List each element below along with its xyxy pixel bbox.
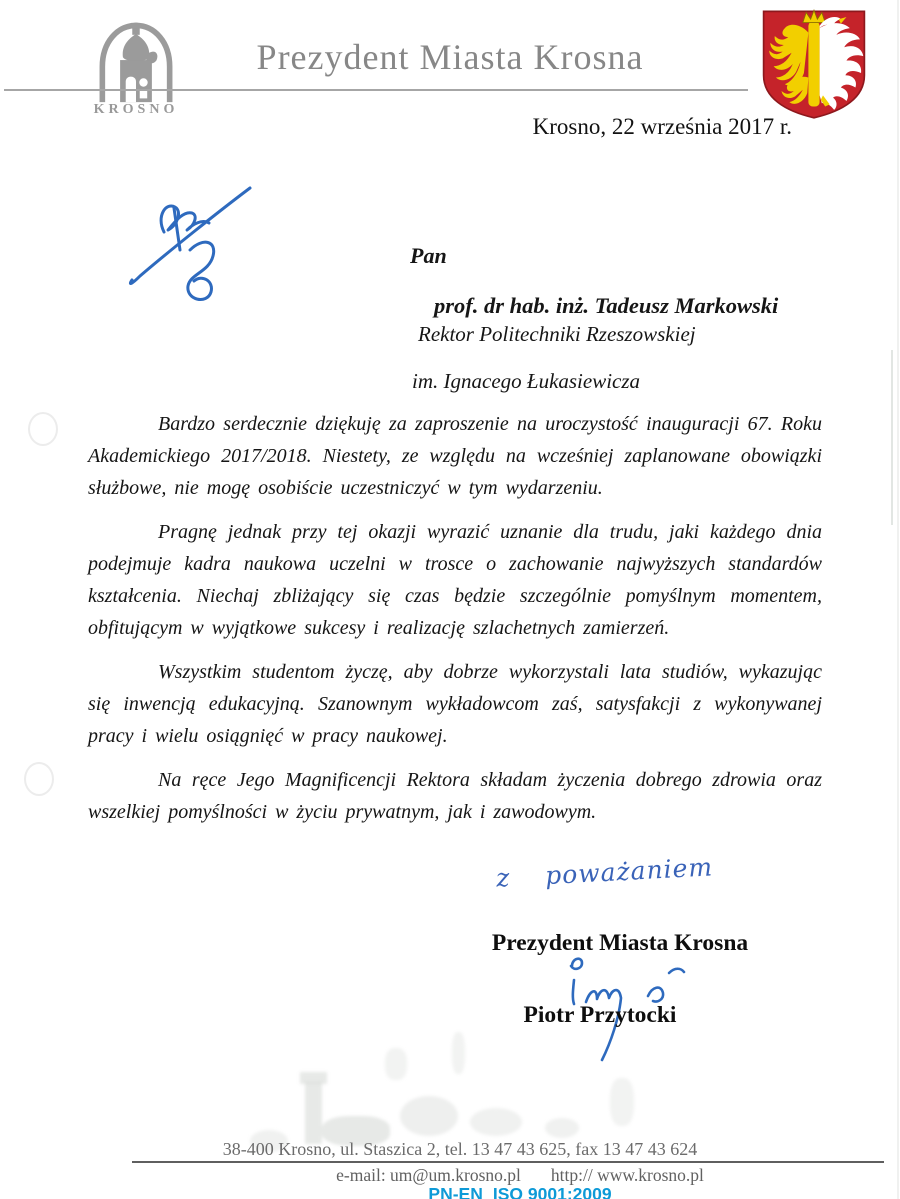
footer-address: 38-400 Krosno, ul. Staszica 2, tel. 13 47 43 625, fax 13 47 43 624	[222, 1139, 698, 1159]
body-paragraph: Pragnę jednak przy tej okazji wyrazić uznanie dla trudu, jaki każdego dnia podejmuje kadra naukowa uczelni w trosce o zachowanie najwyższych standardów kształcenia. Niechaj zbliżający się czas będzie szczególnie pomyślnym momentem, obfitującym w wyjątkowe sukcesy i realizację szlachetnych zamierzeń.	[88, 521, 822, 639]
body-paragraph: Wszystkim studentom życzę, aby dobrze wykorzystali lata studiów, wykazując się inwencją edukacyjną. Szanownym wykładowcom zaś, satysfakcji z wykonywanej pracy i wielu osiągnięć w pracy naukowej.	[88, 661, 822, 747]
recipient-institution: im. Ignacego Łukasiewicza	[412, 369, 641, 393]
handwritten-closing: z poważaniem	[495, 852, 714, 893]
footer-certificate	[190, 1184, 850, 1199]
recipient-salutation: Pan	[410, 243, 447, 268]
letter-body	[88, 408, 822, 840]
recipient-name: prof. dr hab. inż. Tadeusz Markowski	[434, 293, 779, 318]
punch-hole	[24, 762, 54, 796]
punch-hole	[28, 412, 58, 446]
header-divider	[4, 89, 748, 91]
signer-title: Prezydent Miasta Krosna	[491, 930, 749, 956]
krosno-coat-of-arms-icon	[757, 8, 871, 120]
scan-edge-line	[897, 0, 899, 1199]
scan-artifact-line	[891, 350, 893, 525]
body-paragraph: Bardzo serdecznie dziękuję za zaproszenie na uroczystość inauguracji 67. Roku Akademickiego 2017/2018. Niestety, ze względu na wcześniej zaplanowane obowiązki służbowe, nie mogę osobiście uczestniczyć w tym wydarzeniu.	[88, 413, 822, 499]
footer-website: http:// www.krosno.pl	[550, 1165, 704, 1185]
footer-divider	[132, 1161, 884, 1163]
date-line: Krosno, 22 września 2017 r.	[532, 114, 792, 139]
certificate-number: ISO 9001:2009	[492, 1184, 612, 1199]
signer-name: Piotr Przytocki	[523, 1002, 677, 1028]
handwritten-initials-icon	[118, 180, 268, 310]
footer-email: e-mail: um@um.krosno.pl	[336, 1165, 521, 1185]
recipient-block	[408, 243, 778, 415]
recipient-role: Rektor Politechniki Rzeszowskiej	[418, 322, 696, 346]
page-title: Prezydent Miasta Krosna	[256, 37, 644, 77]
footer-contact	[190, 1165, 850, 1186]
body-paragraph: Na ręce Jego Magnificencji Rektora składam życzenia dobrego zdrowia oraz wszelkiej pomyślności w życiu prywatnym, jak i zawodowym.	[88, 769, 822, 823]
logo-caption: KROSNO	[93, 102, 179, 117]
certificate-standard: PN-EN	[428, 1184, 483, 1199]
